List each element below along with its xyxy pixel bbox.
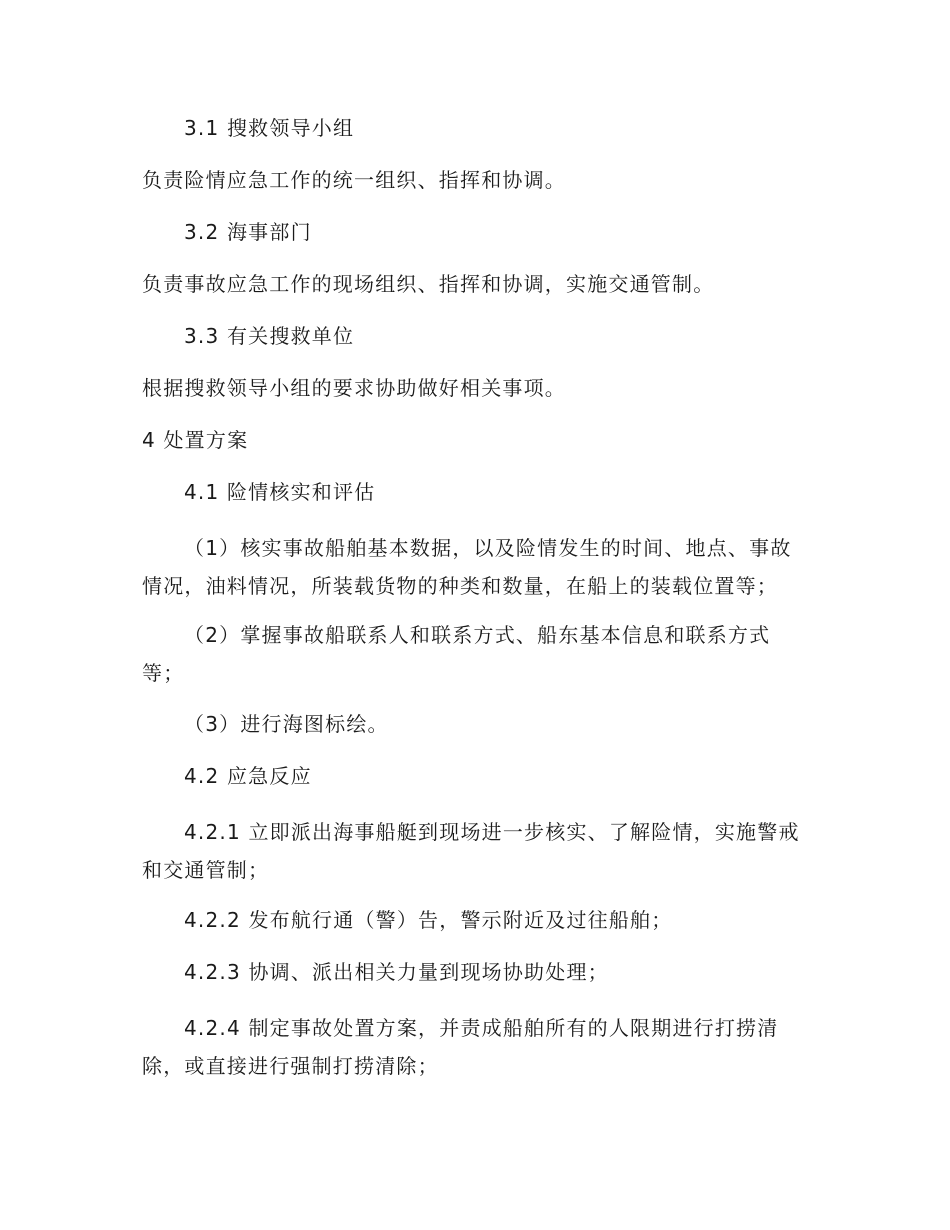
list-item: 4.2.3 协调、派出相关力量到现场协助处理； bbox=[184, 960, 609, 984]
list-item: 4.2.1 立即派出海事船艇到现场进一步核实、了解险情，实施警戒和交通管制； bbox=[142, 820, 800, 882]
heading-4-1: 4.1 险情核实和评估 bbox=[184, 480, 376, 504]
heading-4-2: 4.2 应急反应 bbox=[184, 764, 312, 788]
heading-4: 4 处置方案 bbox=[142, 428, 249, 452]
heading-3-3: 3.3 有关搜救单位 bbox=[184, 324, 355, 348]
heading-3-2: 3.2 海事部门 bbox=[184, 220, 312, 244]
list-item: 4.2.2 发布航行通（警）告，警示附近及过往船舶； bbox=[184, 908, 673, 932]
list-item: （3）进行海图标绘。 bbox=[184, 712, 389, 736]
paragraph: 负责险情应急工作的统一组织、指挥和协调。 bbox=[142, 168, 566, 192]
paragraph: 根据搜救领导小组的要求协助做好相关事项。 bbox=[142, 376, 566, 400]
list-item: （2）掌握事故船联系人和联系方式、船东基本信息和联系方式等； bbox=[142, 623, 771, 685]
paragraph: 负责事故应急工作的现场组织、指挥和协调，实施交通管制。 bbox=[142, 272, 715, 296]
heading-3-1: 3.1 搜救领导小组 bbox=[184, 116, 355, 140]
list-item: （1）核实事故船舶基本数据，以及险情发生的时间、地点、事故情况，油料情况，所装载货物的种类和数量，在船上的装载位置等； bbox=[142, 536, 792, 598]
list-item: 4.2.4 制定事故处置方案，并责成船舶所有的人限期进行打捞清除，或直接进行强制打捞清除； bbox=[142, 1016, 779, 1078]
